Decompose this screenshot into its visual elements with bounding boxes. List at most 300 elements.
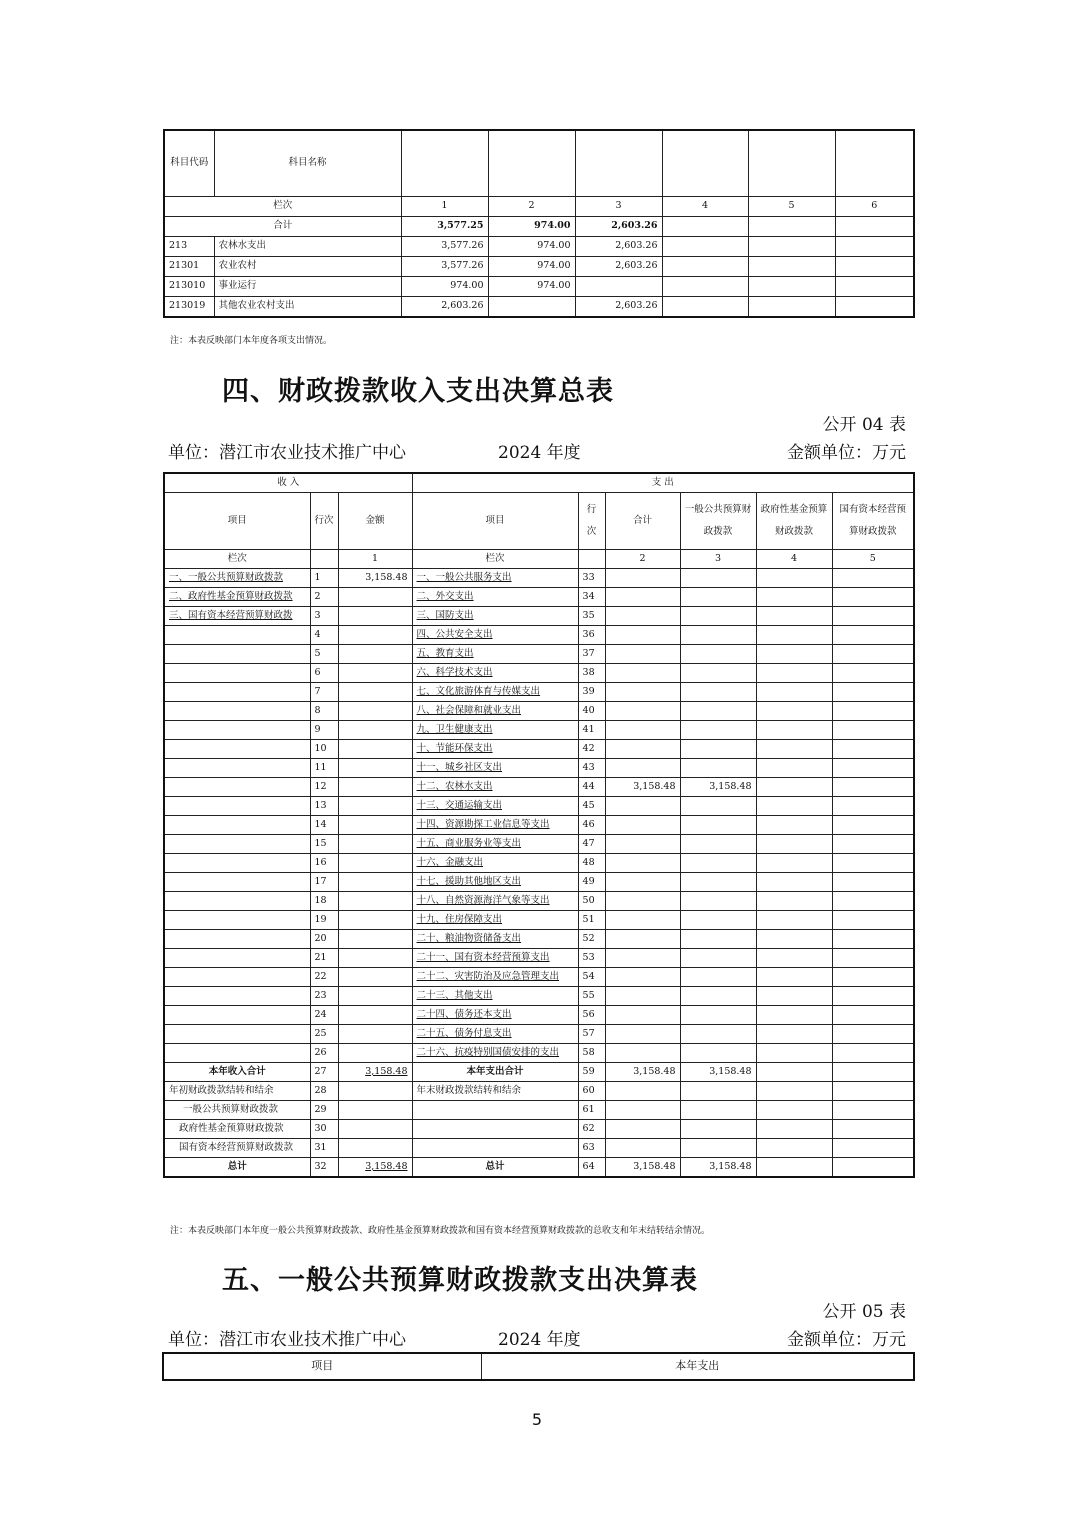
- in-amount: [338, 816, 412, 835]
- ex-item: 二十六、抗疫特别国债安排的支出: [412, 1044, 578, 1063]
- ex-fund: [756, 930, 832, 949]
- column-index-label: 栏次: [164, 196, 401, 216]
- ex-general: [680, 816, 756, 835]
- ex-total: [605, 1120, 680, 1139]
- ex-fund: [756, 721, 832, 740]
- ex-row-no: 59: [578, 1063, 605, 1082]
- in-amount: 3,158.48: [338, 569, 412, 588]
- table-row: [164, 740, 914, 759]
- in-row-no: 2: [310, 588, 338, 607]
- ex-general: [680, 1006, 756, 1025]
- ex-state: [832, 569, 914, 588]
- in-item: [164, 854, 310, 873]
- summary-row: [164, 1158, 914, 1178]
- in-item: 本年收入合计: [164, 1063, 310, 1082]
- ex-total: [605, 1006, 680, 1025]
- ex-general: [680, 930, 756, 949]
- ex-total: [605, 645, 680, 664]
- in-amount: [338, 1139, 412, 1158]
- subject-code: 213010: [164, 276, 214, 296]
- summary-row: [164, 1120, 914, 1139]
- ex-item: 二十二、灾害防治及应急管理支出: [412, 968, 578, 987]
- ex-row-no: 43: [578, 759, 605, 778]
- in-item: [164, 835, 310, 854]
- item-header: 项目: [412, 493, 578, 550]
- empty-cell: [835, 236, 914, 256]
- ex-row-no: 44: [578, 778, 605, 797]
- in-amount: [338, 721, 412, 740]
- subject-name: 农业农村: [214, 256, 401, 276]
- ex-state: [832, 721, 914, 740]
- in-row-no: 18: [310, 892, 338, 911]
- ex-general: [680, 626, 756, 645]
- ex-general: [680, 854, 756, 873]
- in-row-no: 21: [310, 949, 338, 968]
- table-row: [164, 759, 914, 778]
- in-row-no: 4: [310, 626, 338, 645]
- ex-fund: [756, 1158, 832, 1178]
- ex-fund: [756, 1025, 832, 1044]
- subject-name: 事业运行: [214, 276, 401, 296]
- ex-state: [832, 911, 914, 930]
- column-index: 1: [401, 196, 488, 216]
- table-row: [164, 702, 914, 721]
- ex-state: [832, 1120, 914, 1139]
- ex-fund: [756, 1044, 832, 1063]
- in-item: [164, 721, 310, 740]
- table-row: [164, 1025, 914, 1044]
- ex-row-no: 37: [578, 645, 605, 664]
- in-row-no: 26: [310, 1044, 338, 1063]
- in-item: [164, 892, 310, 911]
- subject-code: 213: [164, 236, 214, 256]
- subject-code: 21301: [164, 256, 214, 276]
- table-row: [164, 276, 914, 296]
- ex-total: 3,158.48: [605, 1158, 680, 1178]
- total-value: 3,577.26: [401, 236, 488, 256]
- ex-general: [680, 873, 756, 892]
- in-amount: [338, 1120, 412, 1139]
- ex-row-no: 38: [578, 664, 605, 683]
- total-value: 3,577.25: [401, 216, 488, 236]
- ex-total: [605, 873, 680, 892]
- column-index: 2: [488, 196, 575, 216]
- amount-unit: 金额单位：万元: [787, 1330, 906, 1350]
- ex-state: [832, 949, 914, 968]
- ex-total: [605, 569, 680, 588]
- total-header: 合计: [605, 493, 680, 550]
- ex-row-no: 45: [578, 797, 605, 816]
- in-item: [164, 873, 310, 892]
- column-index: 3: [575, 196, 662, 216]
- in-item: [164, 1006, 310, 1025]
- table-row: [164, 296, 914, 317]
- ex-total: [605, 1044, 680, 1063]
- in-row-no: 13: [310, 797, 338, 816]
- in-amount: [338, 740, 412, 759]
- ex-row-no: 64: [578, 1158, 605, 1178]
- total-value: 3,577.26: [401, 256, 488, 276]
- row-no-header: 行次: [310, 493, 338, 550]
- ex-general: [680, 911, 756, 930]
- ex-state: [832, 588, 914, 607]
- ex-item: 八、社会保障和就业支出: [412, 702, 578, 721]
- in-amount: [338, 1025, 412, 1044]
- basic-expense: [488, 296, 575, 317]
- in-item: [164, 1025, 310, 1044]
- ex-total: [605, 664, 680, 683]
- in-amount: [338, 1006, 412, 1025]
- ex-total: 3,158.48: [605, 778, 680, 797]
- basic-expense: 974.00: [488, 256, 575, 276]
- in-amount: [338, 911, 412, 930]
- empty-cell: [835, 296, 914, 317]
- ex-state: [832, 1044, 914, 1063]
- ex-general: [680, 835, 756, 854]
- total-value: 974.00: [401, 276, 488, 296]
- ex-state: [832, 873, 914, 892]
- column-index: 5: [748, 196, 835, 216]
- ex-row-no: 56: [578, 1006, 605, 1025]
- ex-row-no: 61: [578, 1101, 605, 1120]
- ex-item: 年末财政拨款结转和结余: [412, 1082, 578, 1101]
- ex-general: [680, 759, 756, 778]
- in-amount: [338, 797, 412, 816]
- table-row: [164, 968, 914, 987]
- ex-fund: [756, 740, 832, 759]
- ex-general: [680, 569, 756, 588]
- amount-unit: 金额单位：万元: [787, 443, 906, 463]
- ex-general: [680, 1082, 756, 1101]
- ex-total: [605, 1101, 680, 1120]
- in-item: [164, 702, 310, 721]
- ex-state: [832, 607, 914, 626]
- fiscal-year: 2024 年度: [498, 1330, 581, 1350]
- general-budget-table: [162, 1352, 915, 1381]
- ex-fund: [756, 1006, 832, 1025]
- ex-state: [832, 664, 914, 683]
- ex-fund: [756, 854, 832, 873]
- in-item: [164, 683, 310, 702]
- column-index: 3: [680, 550, 756, 569]
- in-item: 一般公共预算财政拨款: [164, 1101, 310, 1120]
- empty-cell: [835, 276, 914, 296]
- empty-cell: [748, 256, 835, 276]
- in-row-no: 31: [310, 1139, 338, 1158]
- table-row: [164, 1006, 914, 1025]
- table-row: [164, 816, 914, 835]
- in-amount: [338, 835, 412, 854]
- basic-expense: 974.00: [488, 236, 575, 256]
- summary-row: [164, 1082, 914, 1101]
- ex-fund: [756, 949, 832, 968]
- ex-general: [680, 797, 756, 816]
- in-row-no: 9: [310, 721, 338, 740]
- ex-item: 十四、资源勘探工业信息等支出: [412, 816, 578, 835]
- income-header: 收 入: [164, 473, 412, 493]
- ex-total: [605, 892, 680, 911]
- in-amount: [338, 645, 412, 664]
- ex-state: [832, 930, 914, 949]
- in-amount: [338, 1044, 412, 1063]
- ex-general: [680, 1139, 756, 1158]
- ex-row-no: 54: [578, 968, 605, 987]
- in-item: [164, 1044, 310, 1063]
- ex-item: 二十三、其他支出: [412, 987, 578, 1006]
- in-row-no: 30: [310, 1120, 338, 1139]
- in-amount: 3,158.48: [338, 1063, 412, 1082]
- in-row-no: 28: [310, 1082, 338, 1101]
- ex-fund: [756, 1082, 832, 1101]
- in-item: [164, 740, 310, 759]
- ex-state: [832, 626, 914, 645]
- table-row: [164, 835, 914, 854]
- ex-total: [605, 626, 680, 645]
- ex-fund: [756, 1063, 832, 1082]
- in-row-no: 16: [310, 854, 338, 873]
- in-row-no: 12: [310, 778, 338, 797]
- ex-item: 十三、交通运输支出: [412, 797, 578, 816]
- in-amount: [338, 588, 412, 607]
- ex-item: 七、文化旅游体育与传媒支出: [412, 683, 578, 702]
- ex-state: [832, 778, 914, 797]
- total-value: 2,603.26: [401, 296, 488, 317]
- column-index: 6: [835, 196, 914, 216]
- expense-header: 支 出: [412, 473, 914, 493]
- in-row-no: 29: [310, 1101, 338, 1120]
- in-row-no: 19: [310, 911, 338, 930]
- in-row-no: 23: [310, 987, 338, 1006]
- in-item: [164, 968, 310, 987]
- ex-state: [832, 968, 914, 987]
- ex-total: [605, 835, 680, 854]
- in-row-no: 22: [310, 968, 338, 987]
- in-row-no: 15: [310, 835, 338, 854]
- in-row-no: 20: [310, 930, 338, 949]
- ex-general: [680, 588, 756, 607]
- table-row: [164, 664, 914, 683]
- column-index: 1: [338, 550, 412, 569]
- in-item: [164, 626, 310, 645]
- ex-row-no: 51: [578, 911, 605, 930]
- ex-fund: [756, 645, 832, 664]
- in-amount: [338, 987, 412, 1006]
- ex-fund: [756, 816, 832, 835]
- ex-row-no: 50: [578, 892, 605, 911]
- ex-fund: [756, 968, 832, 987]
- ex-fund: [756, 569, 832, 588]
- ex-general: [680, 721, 756, 740]
- form-number: 公开 05 表: [822, 1302, 906, 1322]
- ex-row-no: 42: [578, 740, 605, 759]
- table-row: [164, 987, 914, 1006]
- in-row-no: 14: [310, 816, 338, 835]
- ex-total: [605, 607, 680, 626]
- empty-cell: [835, 256, 914, 276]
- ex-row-no: 46: [578, 816, 605, 835]
- ex-item: [412, 1101, 578, 1120]
- project-expense: 2,603.26: [575, 256, 662, 276]
- in-item: [164, 987, 310, 1006]
- project-expense: 2,603.26: [575, 236, 662, 256]
- ex-item: [412, 1120, 578, 1139]
- table-row: [164, 930, 914, 949]
- total-value: 974.00: [488, 216, 575, 236]
- in-row-no: 17: [310, 873, 338, 892]
- in-row-no: 7: [310, 683, 338, 702]
- ex-total: [605, 987, 680, 1006]
- in-amount: [338, 607, 412, 626]
- project-expense: [575, 276, 662, 296]
- table-row: [164, 569, 914, 588]
- fiscal-summary-table: [163, 472, 915, 1178]
- ex-state: [832, 797, 914, 816]
- form-number: 公开 04 表: [822, 415, 906, 435]
- ex-fund: [756, 797, 832, 816]
- subject-name: 农林水支出: [214, 236, 401, 256]
- subject-name: 其他农业农村支出: [214, 296, 401, 317]
- ex-item: 十一、城乡社区支出: [412, 759, 578, 778]
- ex-item: 四、公共安全支出: [412, 626, 578, 645]
- ex-item: 十八、自然资源海洋气象等支出: [412, 892, 578, 911]
- in-item: [164, 930, 310, 949]
- in-amount: [338, 626, 412, 645]
- ex-item: 五、教育支出: [412, 645, 578, 664]
- ex-state: [832, 1025, 914, 1044]
- empty-cell: [662, 236, 748, 256]
- ex-total: [605, 1082, 680, 1101]
- ex-row-no: 55: [578, 987, 605, 1006]
- ex-fund: [756, 1139, 832, 1158]
- ex-general: [680, 1025, 756, 1044]
- in-row-no: 10: [310, 740, 338, 759]
- ex-state: [832, 892, 914, 911]
- table-row: [164, 854, 914, 873]
- ex-general: [680, 987, 756, 1006]
- amount-header: 金额: [338, 493, 412, 550]
- ex-general: [680, 607, 756, 626]
- ex-item: 十六、金融支出: [412, 854, 578, 873]
- in-row-no: 11: [310, 759, 338, 778]
- state-capital-header: 国有资本经营预算财政拨款: [832, 493, 914, 550]
- ex-fund: [756, 911, 832, 930]
- in-amount: [338, 683, 412, 702]
- ex-general: [680, 968, 756, 987]
- ex-row-no: 58: [578, 1044, 605, 1063]
- in-row-no: 32: [310, 1158, 338, 1178]
- ex-total: [605, 740, 680, 759]
- table-row: [164, 797, 914, 816]
- ex-item: 十九、住房保障支出: [412, 911, 578, 930]
- in-row-no: 25: [310, 1025, 338, 1044]
- section4-title: 四、财政拨款收入支出决算总表: [222, 376, 614, 407]
- ex-general: [680, 645, 756, 664]
- ex-fund: [756, 588, 832, 607]
- ex-item: 二十五、债务付息支出: [412, 1025, 578, 1044]
- table-row: [164, 873, 914, 892]
- ex-total: [605, 949, 680, 968]
- in-amount: [338, 892, 412, 911]
- ex-state: [832, 759, 914, 778]
- summary-row: [164, 1063, 914, 1082]
- ex-state: [832, 1063, 914, 1082]
- ex-row-no: 47: [578, 835, 605, 854]
- ex-row-no: 63: [578, 1139, 605, 1158]
- ex-fund: [756, 778, 832, 797]
- ex-item: 三、国防支出: [412, 607, 578, 626]
- ex-fund: [756, 759, 832, 778]
- empty-cell: [748, 276, 835, 296]
- ex-general: [680, 664, 756, 683]
- column-index: 2: [605, 550, 680, 569]
- ex-item: 二、外交支出: [412, 588, 578, 607]
- ex-total: [605, 721, 680, 740]
- ex-item: 九、卫生健康支出: [412, 721, 578, 740]
- in-amount: [338, 759, 412, 778]
- ex-row-no: 41: [578, 721, 605, 740]
- ex-state: [832, 1101, 914, 1120]
- project-expense: 2,603.26: [575, 296, 662, 317]
- in-item: 二、政府性基金预算财政拨款: [164, 588, 310, 607]
- ex-item: 二十一、国有资本经营预算支出: [412, 949, 578, 968]
- subject-name-header: 科目名称: [214, 130, 401, 196]
- ex-row-no: 36: [578, 626, 605, 645]
- ex-fund: [756, 835, 832, 854]
- in-item: 年初财政拨款结转和结余: [164, 1082, 310, 1101]
- ex-total: [605, 854, 680, 873]
- ex-row-no: 48: [578, 854, 605, 873]
- table-row: [164, 236, 914, 256]
- ex-row-no: 33: [578, 569, 605, 588]
- in-row-no: 3: [310, 607, 338, 626]
- in-item: 国有资本经营预算财政拨款: [164, 1139, 310, 1158]
- ex-row-no: 57: [578, 1025, 605, 1044]
- empty-cell: [662, 276, 748, 296]
- table-row: [164, 256, 914, 276]
- ex-fund: [756, 892, 832, 911]
- column-index-label: 栏次: [164, 550, 310, 569]
- table-row: [164, 949, 914, 968]
- ex-fund: [756, 987, 832, 1006]
- unit-name: 单位：潜江市农业技术推广中心: [168, 1330, 406, 1350]
- fiscal-year: 2024 年度: [498, 443, 581, 463]
- empty-cell: [662, 256, 748, 276]
- ex-total: [605, 911, 680, 930]
- ex-general: 3,158.48: [680, 778, 756, 797]
- in-item: 总计: [164, 1158, 310, 1178]
- ex-general: [680, 1101, 756, 1120]
- ex-general: [680, 892, 756, 911]
- ex-general: 3,158.48: [680, 1063, 756, 1082]
- in-amount: [338, 1101, 412, 1120]
- ex-item: 一、一般公共服务支出: [412, 569, 578, 588]
- ex-item: 二十四、债务还本支出: [412, 1006, 578, 1025]
- table1-note: 注：本表反映部门本年度各项支出情况。: [170, 336, 333, 346]
- ex-total: [605, 816, 680, 835]
- ex-state: [832, 1158, 914, 1178]
- in-item: [164, 664, 310, 683]
- table-row: [164, 588, 914, 607]
- table-row: [164, 1044, 914, 1063]
- table-row: [164, 626, 914, 645]
- ex-total: [605, 930, 680, 949]
- total-label: 合计: [164, 216, 401, 236]
- in-item: 三、国有资本经营预算财政拨: [164, 607, 310, 626]
- in-item: 一、一般公共预算财政拨款: [164, 569, 310, 588]
- ex-total: [605, 1025, 680, 1044]
- expenditure-table: [163, 129, 915, 318]
- in-amount: [338, 968, 412, 987]
